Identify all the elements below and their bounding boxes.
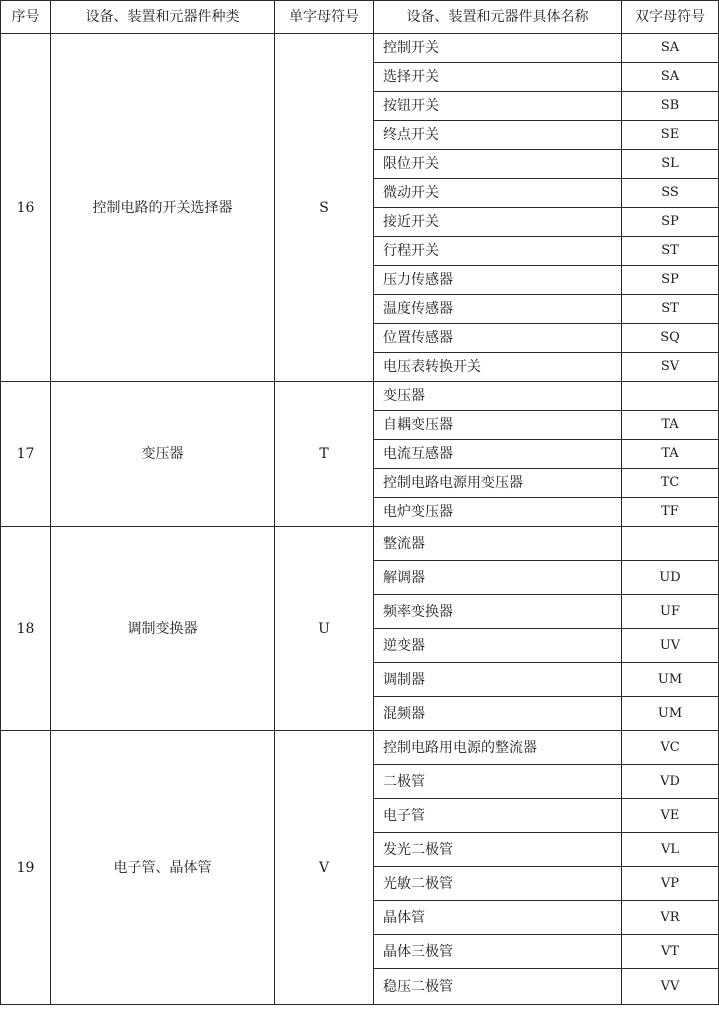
item-name: 电压表转换开关 [374,353,622,382]
item-name: 电子管 [374,799,622,833]
item-code: SB [622,92,719,121]
item-name: 控制电路电源用变压器 [374,469,622,498]
item-code: VV [622,969,719,1005]
item-code: VD [622,765,719,799]
group-seq: 16 [1,34,51,382]
item-code: UM [622,663,719,697]
item-name: 发光二极管 [374,833,622,867]
item-name: 频率变换器 [374,595,622,629]
group-16 [1,34,719,382]
item-name: 控制开关 [374,34,622,63]
item-code: TF [622,498,719,527]
item-name: 行程开关 [374,237,622,266]
group-category: 调制变换器 [51,527,275,731]
item-name: 调制器 [374,663,622,697]
header-double-letter: 双字母符号 [622,1,719,34]
item-name: 混频器 [374,697,622,731]
item-code: UF [622,595,719,629]
group-single-letter: V [275,731,374,1005]
item-code: VL [622,833,719,867]
item-name: 逆变器 [374,629,622,663]
item-code: ST [622,237,719,266]
item-code: VT [622,935,719,969]
item-code: VC [622,731,719,765]
item-code: SP [622,208,719,237]
item-name: 变压器 [374,382,622,411]
item-name: 接近开关 [374,208,622,237]
item-code: UV [622,629,719,663]
group-seq: 17 [1,382,51,527]
group-seq: 18 [1,527,51,731]
group-seq: 19 [1,731,51,1005]
group-single-letter: U [275,527,374,731]
table-row [1,731,719,765]
item-name: 光敏二极管 [374,867,622,901]
table-row [1,34,719,63]
item-name: 晶体三极管 [374,935,622,969]
header-row [1,1,719,34]
item-code: SA [622,63,719,92]
header-single-letter: 单字母符号 [275,1,374,34]
group-category: 控制电路的开关选择器 [51,34,275,382]
item-code [622,382,719,411]
item-name: 按钮开关 [374,92,622,121]
item-code: VE [622,799,719,833]
item-code: SV [622,353,719,382]
item-name: 整流器 [374,527,622,561]
group-18 [1,527,719,731]
group-19 [1,731,719,1005]
item-code: UM [622,697,719,731]
header-category: 设备、装置和元器件种类 [51,1,275,34]
item-code: UD [622,561,719,595]
item-code: SQ [622,324,719,353]
item-name: 控制电路用电源的整流器 [374,731,622,765]
item-name: 稳压二极管 [374,969,622,1005]
group-category: 电子管、晶体管 [51,731,275,1005]
item-code: SS [622,179,719,208]
item-name: 微动开关 [374,179,622,208]
item-code: VP [622,867,719,901]
item-name: 选择开关 [374,63,622,92]
item-code: SA [622,34,719,63]
item-name: 位置传感器 [374,324,622,353]
item-name: 电炉变压器 [374,498,622,527]
item-name: 限位开关 [374,150,622,179]
item-code: SE [622,121,719,150]
item-name: 电流互感器 [374,440,622,469]
table-row [1,527,719,561]
item-name: 解调器 [374,561,622,595]
item-code: ST [622,295,719,324]
item-code: TA [622,411,719,440]
group-category: 变压器 [51,382,275,527]
item-name: 温度传感器 [374,295,622,324]
group-single-letter: T [275,382,374,527]
item-name: 晶体管 [374,901,622,935]
table-row [1,382,719,411]
group-single-letter: S [275,34,374,382]
item-name: 自耦变压器 [374,411,622,440]
item-code: VR [622,901,719,935]
item-name: 压力传感器 [374,266,622,295]
item-code: SP [622,266,719,295]
group-17 [1,382,719,527]
item-code: SL [622,150,719,179]
item-name: 二极管 [374,765,622,799]
item-code: TA [622,440,719,469]
item-code [622,527,719,561]
item-code: TC [622,469,719,498]
header-item-name: 设备、装置和元器件具体名称 [374,1,622,34]
header-seq: 序号 [1,1,51,34]
item-name: 终点开关 [374,121,622,150]
